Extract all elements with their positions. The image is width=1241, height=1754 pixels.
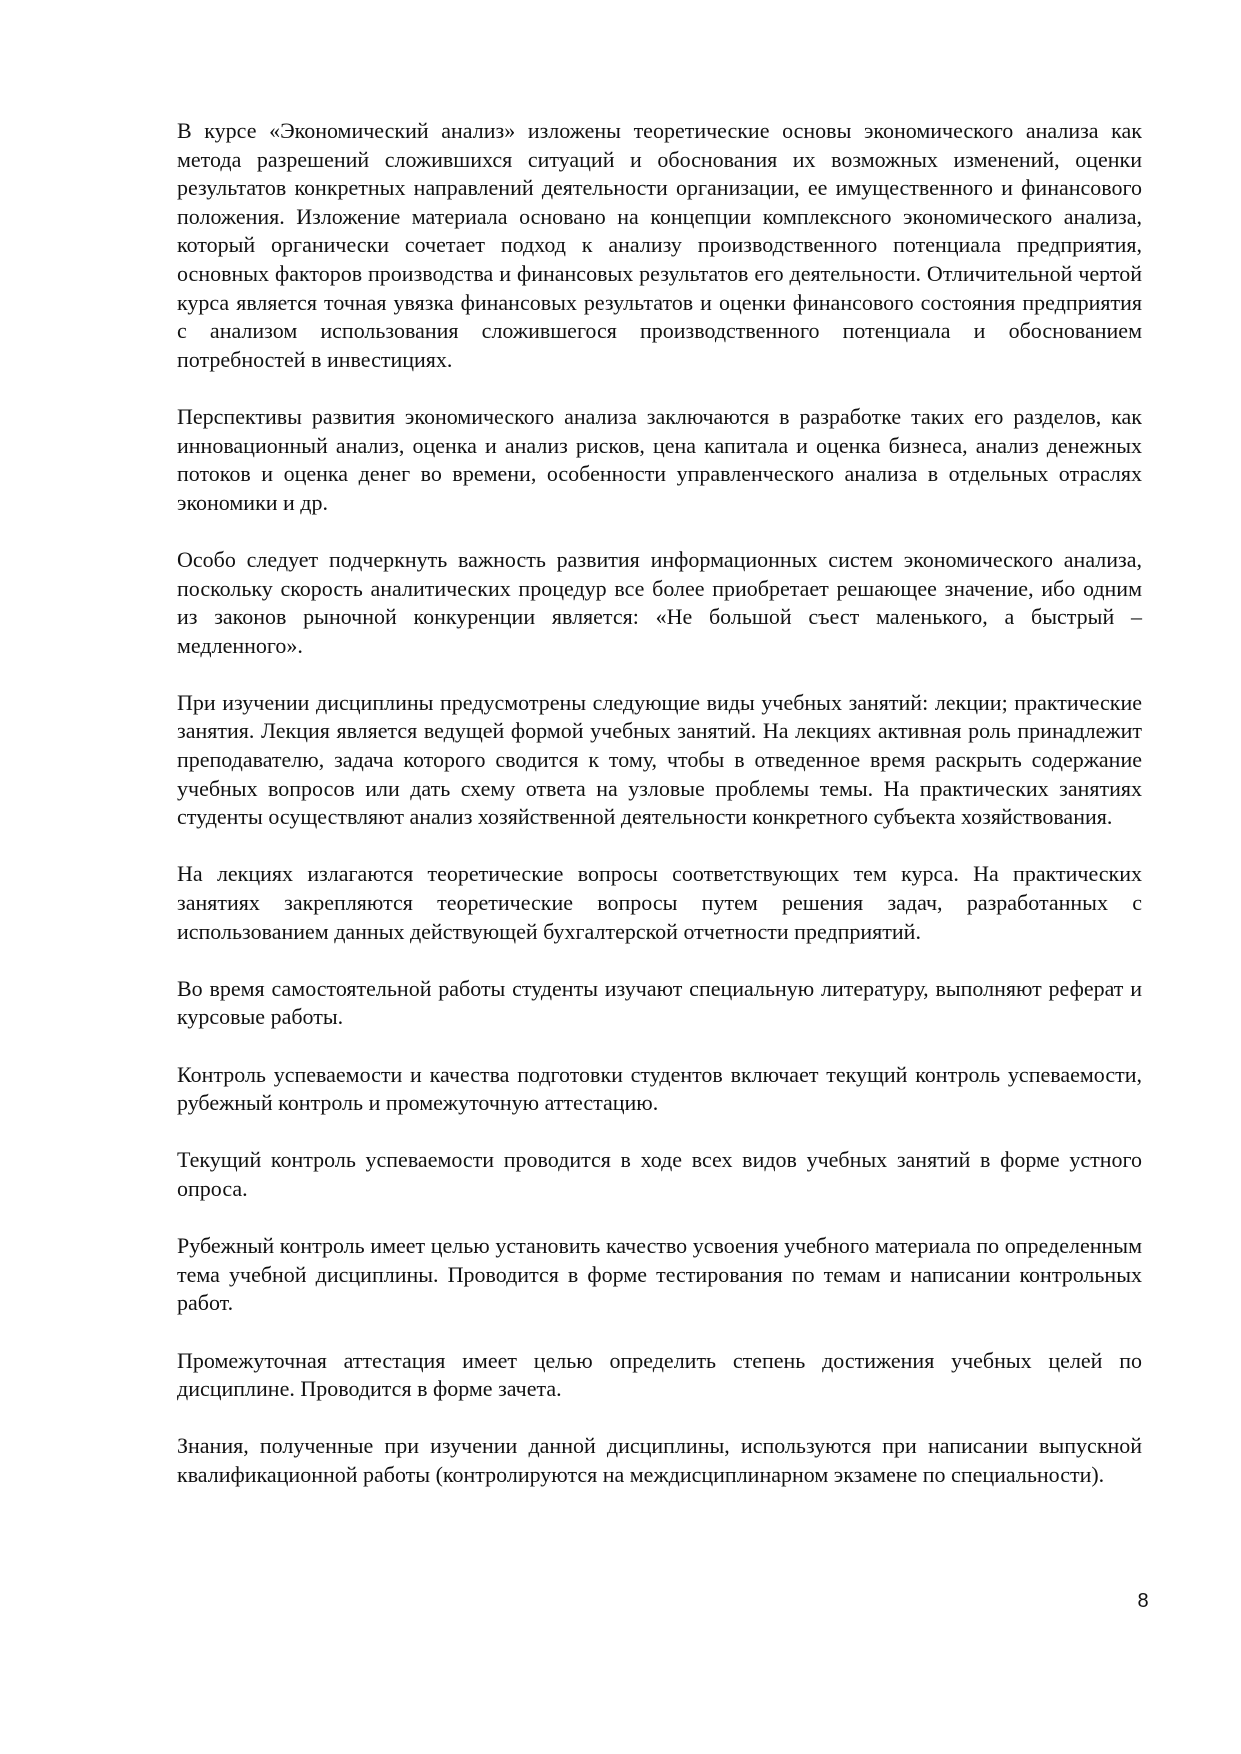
paragraph-lectures-practice: На лекциях излагаются теоретические вопросы соответствующих тем курса. На практических занятиях закрепляются теоретические вопросы путем решения задач, разработанных с использованием данных действующей бухгалтерской отчетности предприятий. (177, 861, 1142, 944)
paragraph-course-overview: В курсе «Экономический анализ» изложены теоретические основы экономического анализа как метода разрешений сложившихся ситуаций и обоснования их возможных изменений, оценки результатов конкретных направлений деятельности организации, ее имущественного и финансового положения. Изложение материала основано на концепции комплексного экономического анализа, который органически сочетает подход к анализу производственного потенциала предприятия, основных факторов производства и финансовых результатов его деятельности. Отличительной чертой курса является точная увязка финансовых результатов и оценки финансового состояния предприятия с анализом использования сложившегося производственного потенциала и обоснованием потребностей в инвестициях. (177, 118, 1142, 372)
paragraph-information-systems: Особо следует подчеркнуть важность развития информационных систем экономического анализа, поскольку скорость аналитических процедур все более приобретает решающее значение, ибо одним из законов рыночной конкуренции является: «Не большой съест маленького, а быстрый – медленного». (177, 546, 1142, 658)
paragraph-current-control: Текущий контроль успеваемости проводится в ходе всех видов учебных занятий в форме устного опроса. (177, 1147, 1142, 1201)
page-number: 8 (1137, 1590, 1149, 1612)
paragraph-knowledge-usage: Знания, полученные при изучении данной дисциплины, используются при написании выпускной квалификационной работы (контролируются на междисциплинарном экзамене по специальности). (177, 1433, 1142, 1487)
paragraph-development-prospects: Перспективы развития экономического анализа заключаются в разработке таких его разделов, как инновационный анализ, оценка и анализ рисков, цена капитала и оценка бизнеса, анализ денежных потоков и оценка денег во времени, особенности управленческого анализа в отдельных отраслях экономики и др. (177, 403, 1142, 515)
paragraph-class-types: При изучении дисциплины предусмотрены следующие виды учебных занятий: лекции; практические занятия. Лекция является ведущей формой учебных занятий. На лекциях активная роль принадлежит преподавателю, задача которого сводится к тому, чтобы в отведенное время раскрыть содержание учебных вопросов или дать схему ответа на узловые проблемы темы. На практических занятиях студенты осуществляют анализ хозяйственной деятельности конкретного субъекта хозяйствования. (177, 689, 1142, 830)
document-body (177, 117, 1142, 1518)
paragraph-progress-control: Контроль успеваемости и качества подготовки студентов включает текущий контроль успеваемости, рубежный контроль и промежуточную аттестацию. (177, 1061, 1142, 1116)
paragraph-self-study: Во время самостоятельной работы студенты изучают специальную литературу, выполняют реферат и курсовые работы. (177, 975, 1142, 1030)
paragraph-milestone-control: Рубежный контроль имеет целью установить качество усвоения учебного материала по определенным тема учебной дисциплины. Проводится в форме тестирования по темам и написании контрольных работ. (177, 1233, 1142, 1316)
paragraph-interim-attestation: Промежуточная аттестация имеет целью определить степень достижения учебных целей по дисциплине. Проводится в форме зачета. (177, 1347, 1142, 1402)
